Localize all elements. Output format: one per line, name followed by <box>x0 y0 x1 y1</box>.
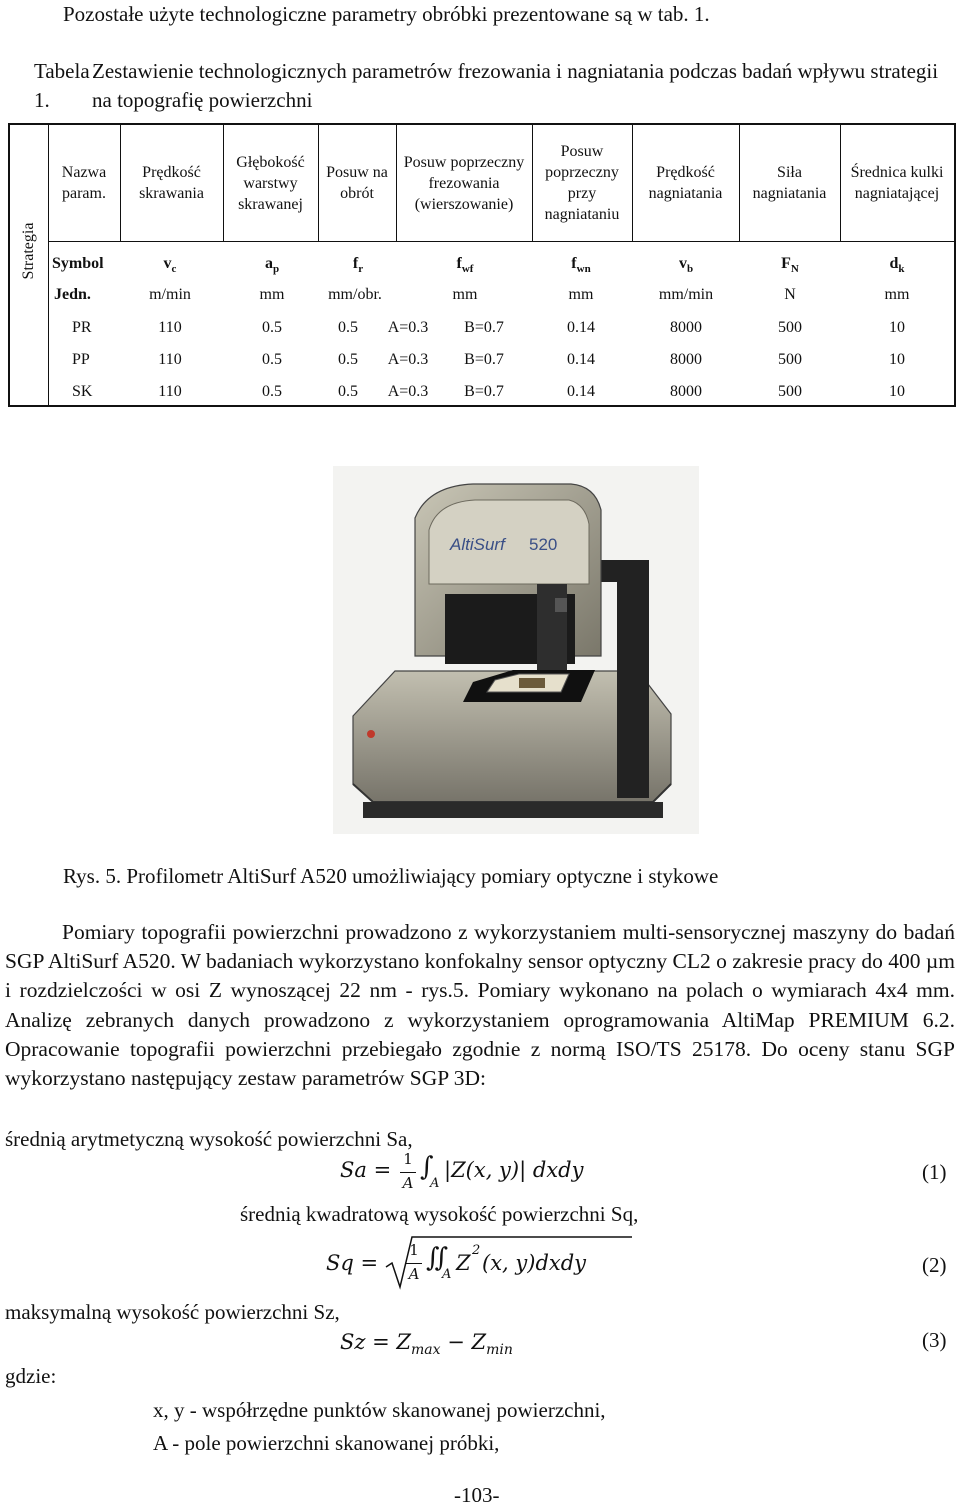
paragraph-text: Pomiary topografii powierzchni prowadzono z wykorzystaniem multi-sensorycznej maszyny do badań SGP AltiSurf A520. W badaniach wykorzystano konfokalny sensor optyczny CL2 o zakresie pracy do 400 µm i rozdzielczości w osi Z wynoszącej 22 nm - rys.5. Pomiary wykonano na polach o wymiarach 4x4 mm. Analizę zebranych danych prowadzono z wykorzystaniem oprogramowania AltiMap PREMIUM 6.2. Opracowanie topografii powierzchni przebiegało zgodnie z normą ISO/TS 25178. Do oceny stanu SGP wykorzystano następujący zestaw parametrów SGP 3D: <box>5 920 955 1091</box>
header-ball-diameter: Średnica kulki nagniatającej <box>850 164 944 202</box>
symbol-fr: $f_r$ <box>352 255 364 276</box>
equation-sq: Sq = 1 A ∬ A Z 2 (x, y)dxdy <box>326 1233 626 1293</box>
symbol-label: Symbol <box>52 255 104 272</box>
cell-fwf-a: A=0.3 <box>387 383 429 400</box>
figure-caption: Rys. 5. Profilometr AltiSurf A520 umożliwiający pomiary optyczne i stykowe <box>63 864 719 888</box>
parameters-table <box>8 123 956 407</box>
header-divider <box>48 241 954 242</box>
unit-dk: mm <box>884 286 910 303</box>
unit-ap: mm <box>259 286 285 303</box>
where-label: gdzie: <box>5 1364 57 1388</box>
cell-fwf-b: B=0.7 <box>464 383 504 400</box>
page-number: -103- <box>454 1483 500 1507</box>
profilometer-figure <box>333 466 699 834</box>
device-brand-label: AltiSurf <box>450 535 505 554</box>
cell-fwn: 0.14 <box>567 383 595 400</box>
cell-dk: 10 <box>889 383 905 400</box>
header-milling-feed: Posuw poprzeczny frezowania (wierszowanie) <box>396 125 533 241</box>
body-paragraph <box>5 918 955 1093</box>
cell-dk: 10 <box>889 351 905 368</box>
table-caption-text: Zestawienie technologicznych parametrów frezowania i nagniatania podczas badań wpływu strategii na topografię powierzchni <box>92 59 939 112</box>
cell-fwf-b: B=0.7 <box>464 351 504 368</box>
equation-sa: Sa = 1 A ∫ A |Z(x, y)| dxdy <box>340 1150 584 1192</box>
unit-fwn: mm <box>568 286 594 303</box>
cell-fn: 500 <box>778 351 802 368</box>
sensor-head <box>537 584 567 674</box>
row-name: PR <box>72 319 92 336</box>
gantry-column <box>617 566 649 798</box>
cell-fn: 500 <box>778 319 802 336</box>
equation-number-1: (1) <box>922 1160 947 1184</box>
header-cutting-depth: Głębokość warstwy skrawanej <box>223 125 319 241</box>
unit-vc: m/min <box>149 286 191 303</box>
table-caption <box>34 57 939 115</box>
equation-sz: $Sz = Z_{max} - Z_{min}$ <box>340 1330 513 1359</box>
row-name: PP <box>72 351 90 368</box>
unit-fn: N <box>784 286 796 303</box>
cell-vb: 8000 <box>670 383 702 400</box>
header-name: Nazwa param. <box>48 125 121 241</box>
cell-vb: 8000 <box>670 351 702 368</box>
sz-intro: maksymalną wysokość powierzchni Sz, <box>5 1300 340 1324</box>
cell-ap: 0.5 <box>262 383 282 400</box>
device-model-label: 520 <box>529 535 558 554</box>
cell-fwf-a: A=0.3 <box>387 351 429 368</box>
unit-fwf: mm <box>452 286 478 303</box>
unit-label: Jedn. <box>54 286 91 303</box>
symbol-fwf: $f_{wf}$ <box>456 255 474 276</box>
symbol-fwn: $f_{wn}$ <box>571 255 591 276</box>
header-burnishing-force: Siła nagniatania <box>739 125 841 241</box>
definition-a: A - pole powierzchni skanowanej próbki, <box>153 1431 500 1455</box>
cell-fwf-a: A=0.3 <box>387 319 429 336</box>
sa-intro: średnią arytmetyczną wysokość powierzchni Sa, <box>5 1127 413 1151</box>
header-cutting-speed: Prędkość skrawania <box>120 125 224 241</box>
cell-dk: 10 <box>889 319 905 336</box>
symbol-fn: $F_N$ <box>781 255 799 276</box>
cell-vc: 110 <box>158 319 182 336</box>
device-foot <box>363 802 663 818</box>
cell-fwf-b: B=0.7 <box>464 319 504 336</box>
sq-intro: średnią kwadratową wysokość powierzchni Sq, <box>240 1202 639 1226</box>
header-burnishing-speed: Prędkość nagniatania <box>632 125 740 241</box>
cell-ap: 0.5 <box>262 351 282 368</box>
table-caption-label: Tabela 1. <box>34 59 90 112</box>
cell-fr: 0.5 <box>338 319 358 336</box>
cell-fr: 0.5 <box>338 383 358 400</box>
unit-vb: mm/min <box>658 286 714 303</box>
cell-fr: 0.5 <box>338 351 358 368</box>
unit-fr: mm/obr. <box>328 286 382 303</box>
row-name: SK <box>72 383 93 400</box>
symbol-ap: $a_p$ <box>264 255 280 276</box>
definition-xy: x, y - współrzędne punktów skanowanej powierzchni, <box>153 1398 606 1422</box>
power-button-icon <box>367 730 375 738</box>
cell-fwn: 0.14 <box>567 351 595 368</box>
cell-vc: 110 <box>158 383 182 400</box>
cell-fwn: 0.14 <box>567 319 595 336</box>
header-burnishing-feed: Posuw poprzeczny przy nagniataniu <box>532 125 633 241</box>
cell-vb: 8000 <box>670 319 702 336</box>
cell-ap: 0.5 <box>262 319 282 336</box>
equation-number-2: (2) <box>922 1253 947 1277</box>
symbol-dk: $d_k$ <box>889 255 905 276</box>
strategy-column-header <box>10 125 49 405</box>
intro-text: Pozostałe użyte technologiczne parametry obróbki prezentowane są w tab. 1. <box>63 2 710 26</box>
symbol-vb: $v_b$ <box>678 255 694 276</box>
cell-vc: 110 <box>158 351 182 368</box>
cell-fn: 500 <box>778 383 802 400</box>
header-feed-per-rev: Posuw na obrót <box>318 125 397 241</box>
equation-number-3: (3) <box>922 1328 947 1352</box>
strategy-label: Strategia <box>20 222 37 280</box>
symbol-vc: $v_c$ <box>163 255 177 276</box>
